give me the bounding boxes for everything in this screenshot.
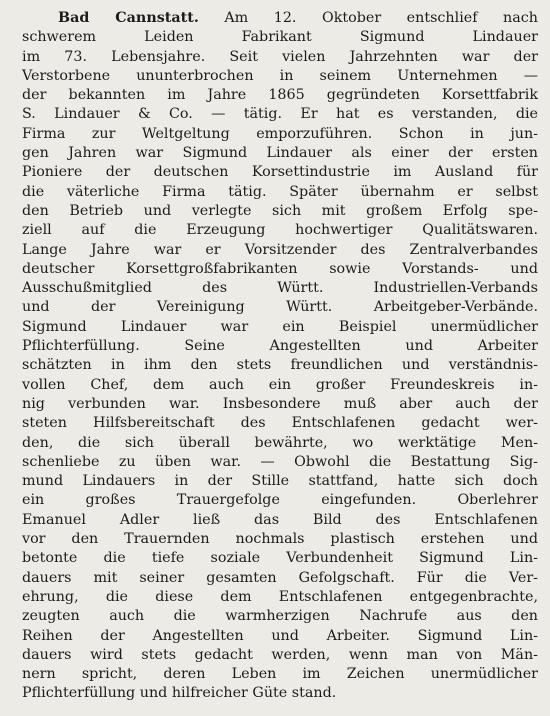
article-line: schenliebe zu üben war. — Obwohl die Bestattung Sig- <box>22 453 538 470</box>
article-line-text: Am 12. Oktober entschlief nach <box>198 10 538 26</box>
article-line: deutscher Korsettgroßfabrikanten sowie Vorstands- und <box>22 260 538 277</box>
article-dateline: Bad Cannstatt. <box>58 10 199 26</box>
article-line: ehrung, die diese dem Entschlafenen entgegenbrachte, <box>22 588 538 605</box>
article-line: Pflichterfüllung und hilfreicher Güte stand. <box>22 685 337 702</box>
article-line: der bekannten im Jahre 1865 gegründeten Korsettfabrik <box>22 87 538 104</box>
article-line: S. Lindauer & Co. — tätig. Er hat es verstanden, die <box>22 106 538 123</box>
article-line: Reihen der Angestellten und Arbeiter. Sigmund Lin- <box>22 627 538 644</box>
article-text <box>22 9 538 704</box>
article-line: nern spricht, deren Leben im Zeichen unermüdlicher <box>22 666 538 683</box>
article-line: und der Vereinigung Württ. Arbeitgeber-Verbände. <box>22 299 538 316</box>
article-line: gen Jahren war Sigmund Lindauer als einer der ersten <box>22 145 538 162</box>
article-line: Firma zur Weltgeltung emporzuführen. Schon in jun- <box>22 125 538 142</box>
article-line: dauers wird stets gedacht werden, wenn man von Män- <box>22 646 538 663</box>
article-line: dauers mit seiner gesamten Gefolgschaft. Für die Ver- <box>22 569 538 586</box>
article-line: Verstorbene ununterbrochen in seinem Unternehmen — <box>22 67 538 84</box>
article-line: ziell auf die Erzeugung hochwertiger Qualitätswaren. <box>22 222 538 239</box>
article-line: schätzten in ihm den stets freundlichen und verständnis- <box>22 357 538 374</box>
article-line: mund Lindauers in der Stille stattfand, hatte sich doch <box>22 473 538 490</box>
article-line: Lange Jahre war er Vorsitzender des Zentralverbandes <box>22 241 538 258</box>
article-line: vor den Trauernden nochmals plastisch erstehen und <box>22 531 538 548</box>
article-line: im 73. Lebensjahre. Seit vielen Jahrzehnten war der <box>22 48 538 65</box>
article-line <box>22 9 538 28</box>
article-line: steten Hilfsbereitschaft des Entschlafenen gedacht wer- <box>22 415 538 432</box>
article-line: schwerem Leiden Fabrikant Sigmund Lindauer <box>22 29 538 46</box>
article-line: zeugten auch die warmherzigen Nachrufe aus den <box>22 608 538 625</box>
article-line: den, die sich überall bewährte, wo werktätige Men- <box>22 434 538 451</box>
article-line: die väterliche Firma tätig. Später übernahm er selbst <box>22 183 538 200</box>
article-line: den Betrieb und verlegte sich mit großem Erfolg spe- <box>22 202 538 219</box>
article-line: Ausschußmitglied des Württ. Industriellen-Verbands <box>22 280 538 297</box>
article-line: betonte die tiefe soziale Verbundenheit Sigmund Lin- <box>22 550 538 567</box>
article-line: nig verbunden war. Insbesondere muß aber auch der <box>22 395 538 412</box>
article-line: ein großes Trauergefolge eingefunden. Oberlehrer <box>22 492 538 509</box>
article-line: vollen Chef, dem auch ein großer Freundeskreis in- <box>22 376 538 393</box>
article-line: Pflichterfüllung. Seine Angestellten und Arbeiter <box>22 338 538 355</box>
article-line: Pioniere der deutschen Korsettindustrie im Ausland für <box>22 164 538 181</box>
article-line: Emanuel Adler ließ das Bild des Entschlafenen <box>22 511 538 528</box>
article-line: Sigmund Lindauer war ein Beispiel unermüdlicher <box>22 318 538 335</box>
